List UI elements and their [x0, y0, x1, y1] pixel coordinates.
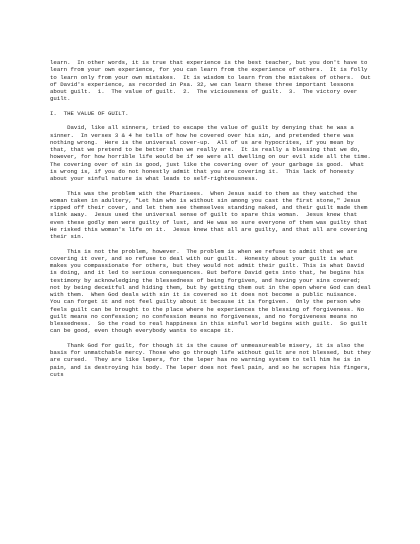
paragraph-gap [50, 117, 372, 124]
paragraph-gap [50, 182, 372, 189]
intro-paragraph: learn. In other words, it is true that experience is the best teacher, but you don't have to learn from your own experience, for you can learn from the experience of others. It is folly to learn only from your own mistakes. It is wisdom to learn from the mistakes of others. Out of David's experience, as recorded in Psa. 32, we can learn these three important lessons about guilt. 1. The value of guilt. 2. The viciousness of guilt. 3. The victory over guilt. [50, 59, 375, 103]
body-paragraph-1: David, like all sinners, tried to escape the value of guilt by denying that he was a sinner. In verses 3 & 4 he tells of how he covered over his sin, and pretended there was nothing wrong. Here is the universal cover-up. All of us are hypocrites, if you mean by that, that we pretend to be better than we really are. It is really a blessing that we do, however, for how horrible life would be if we were all dwelling on our evil side all the time. The covering over of sin is good, just like the covering over of your garbage is good. What is wrong is, if you do not honestly admit that you are covering it. This lack of honesty about your sinful nature is what leads to self-righteousness. [50, 124, 378, 182]
body-paragraph-2: This was the problem with the Pharisees. When Jesus said to them as they watched the woman taken in adultery, "Let him who is without sin among you cast the first stone," Jesus ripped off their cover, and let them see themselves standing naked, and their guilt made them slink away. Jesus used the universal sense of guilt to spare this woman. Jesus knew that even these godly men were guilty of lust, and He was so sure everyone of them was guilty that He risked this woman's life on it. Jesus knew that all are guilty, and that all are covering their sin. [50, 189, 371, 240]
body-paragraph-3: This is not the problem, however. The problem is when we refuse to admit that we are covering it over, and so refuse to deal with our guilt. Honesty about your guilt is what makes you compassionate for others, but they would not admit their guilt. This is what David is doing, and it led to serious consequences. But before David gets into that, he begins his testimony by acknowledging the blessedness of being forgiven, and having your sins covered; not by being deceitful and hiding them, but by getting them out in the open where God can deal with them. When God deals with sin it is covered so it does not become a public nuisance. You can forget it and not feel guilty about it because it is forgiven. Only the person who feels guilt can be brought to the place where he experiences the blessing of forgiveness. No guilt means no confession; no confession means no forgiveness, and no forgiveness means no blessedness. So the road to real happiness in this sinful world begins with guilt. So guilt can be good, even though everybody wants to escape it. [50, 247, 375, 335]
body-paragraph-4: Thank God for guilt, for though it is the cause of unmeasureable misery, it is also the basis for unmatchable mercy. Those who go through life without guilt are not blessed, but they are cursed. They are like lepers, for the leper has no warning system to tell him he is in pain, and is destroying his body. The leper does not feel pain, and so he scrapes his fingers, cuts [50, 341, 375, 378]
text-column [50, 59, 378, 378]
paragraph-gap [50, 335, 372, 342]
paragraph-gap [50, 240, 372, 247]
paragraph-gap [50, 103, 372, 110]
section-heading: I. THE VALUE OF GUILT. [50, 109, 129, 117]
